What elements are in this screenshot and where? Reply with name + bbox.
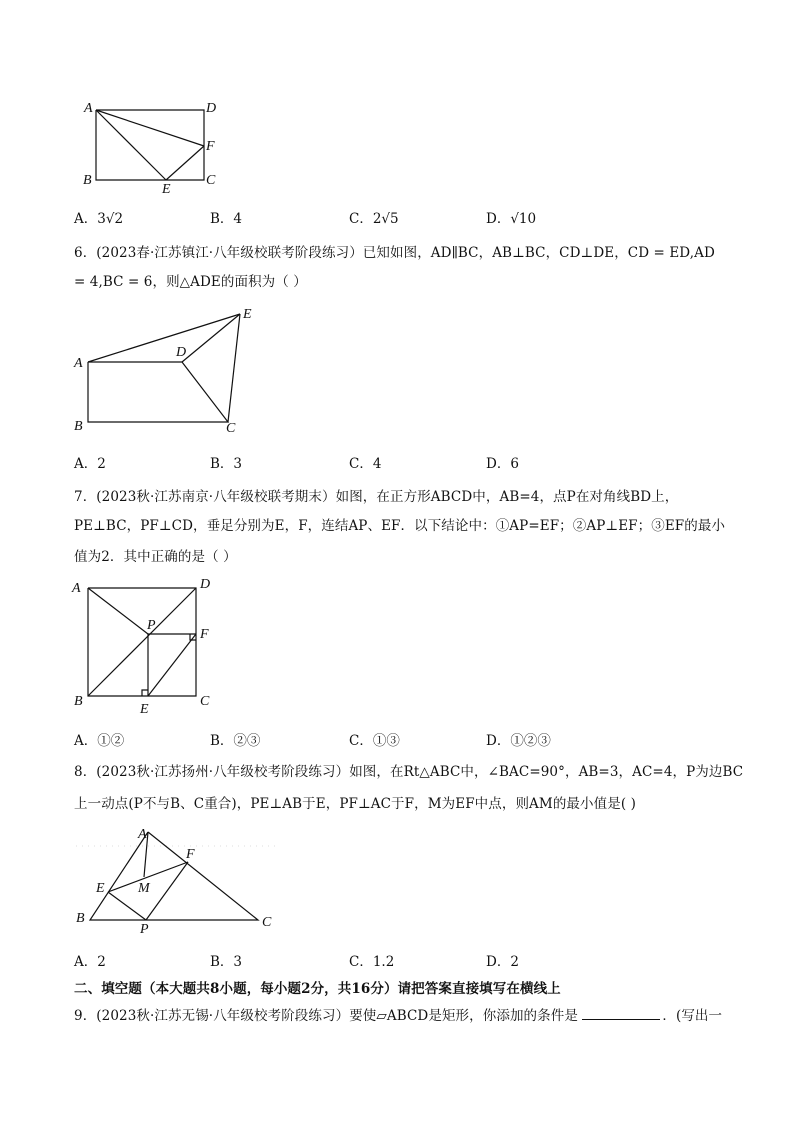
q8-option-c: C．1.2 [349, 954, 395, 970]
q7-option-b: B．②③ [210, 733, 261, 749]
q5-rectangle-figure [78, 96, 228, 200]
q9-stem-after-blank: ．(写出一 [662, 1008, 723, 1024]
q8-label-C: C [262, 915, 272, 930]
q8-option-a: A．2 [74, 954, 106, 970]
q8-stem-line2: 上一动点(P不与B、C重合)，PE⊥AB于E，PF⊥AC于F，M为EF中点，则AM的最小值是( ) [74, 796, 636, 812]
q6-figure [66, 302, 276, 438]
q7-label-A: A [72, 581, 81, 596]
q5-option-d: D．√10 [486, 211, 537, 227]
q8-label-P: P [140, 922, 149, 937]
q6-label-A: A [74, 356, 83, 371]
q6-label-C: C [226, 421, 236, 436]
q7-option-a: A．①② [74, 733, 125, 749]
q5-label-E: E [162, 182, 171, 197]
q5-label-A: A [84, 101, 93, 116]
q6-stem-line1: 6．(2023春·江苏镇江·八年级校联考阶段练习）已知如图，AD∥BC，AB⊥BC，CD⊥DE，CD = ED,AD [74, 245, 715, 261]
q8-label-F: F [186, 847, 195, 862]
q6-option-d: D．6 [486, 456, 519, 472]
q6-label-D: D [176, 345, 187, 360]
q7-label-C: C [200, 694, 210, 709]
q7-label-B: B [74, 694, 83, 709]
q6-stem-line2: = 4,BC = 6，则△ADE的面积为（ ） [74, 274, 307, 290]
q6-option-b: B．3 [210, 456, 243, 472]
q8-label-E: E [96, 881, 105, 896]
q8-option-b: B．3 [210, 954, 243, 970]
q6-option-c: C．4 [349, 456, 382, 472]
q7-stem-line1: 7．(2023秋·江苏南京·八年级校联考期末）如图，在正方形ABCD中，AB=4，点P在对角线BD上， [74, 489, 679, 505]
q5-label-B: B [83, 173, 92, 188]
q8-stem-line1: 8．(2023秋·江苏扬州·八年级校考阶段练习）如图，在Rt△ABC中，∠BAC=90°，AB=3，AC=4，P为边BC [74, 764, 744, 780]
q7-label-P: P [147, 618, 156, 633]
q9-stem-before-blank: 9．(2023秋·江苏无锡·八年级校考阶段练习）要使▱ABCD是矩形，你添加的条件是 [74, 1008, 578, 1024]
q7-label-F: F [200, 627, 209, 642]
q5-option-a: A．3√2 [74, 211, 124, 227]
q9-stem-line1 [74, 1004, 722, 1024]
q8-label-B: B [76, 911, 85, 926]
section2-heading: 二、填空题（本大题共8小题，每小题2分，共16分）请把答案直接填写在横线上 [74, 981, 561, 997]
q6-option-a: A．2 [74, 456, 106, 472]
q8-triangle-figure [70, 822, 290, 940]
q5-label-C: C [206, 173, 216, 188]
q7-stem-line2: PE⊥BC，PF⊥CD，垂足分别为E，F，连结AP、EF．以下结论中：①AP=EF；②AP⊥EF；③EF的最小 [74, 518, 726, 534]
q6-label-E: E [243, 307, 252, 322]
q7-option-d: D．①②③ [486, 733, 551, 749]
q8-option-d: D．2 [486, 954, 519, 970]
q5-label-F: F [206, 139, 215, 154]
q7-stem-line3: 值为2．其中正确的是（ ） [74, 549, 237, 565]
q8-label-A: A [138, 827, 147, 842]
q8-label-M: M [138, 881, 150, 896]
q6-label-B: B [74, 419, 83, 434]
q5-option-c: C．2√5 [349, 211, 399, 227]
q9-answer-blank[interactable] [582, 1007, 660, 1020]
q5-label-D: D [206, 101, 217, 116]
q7-square-figure [66, 572, 236, 720]
q7-label-D: D [200, 577, 211, 592]
q7-option-c: C．①③ [349, 733, 400, 749]
q5-option-b: B．4 [210, 211, 243, 227]
q7-label-E: E [140, 702, 149, 717]
